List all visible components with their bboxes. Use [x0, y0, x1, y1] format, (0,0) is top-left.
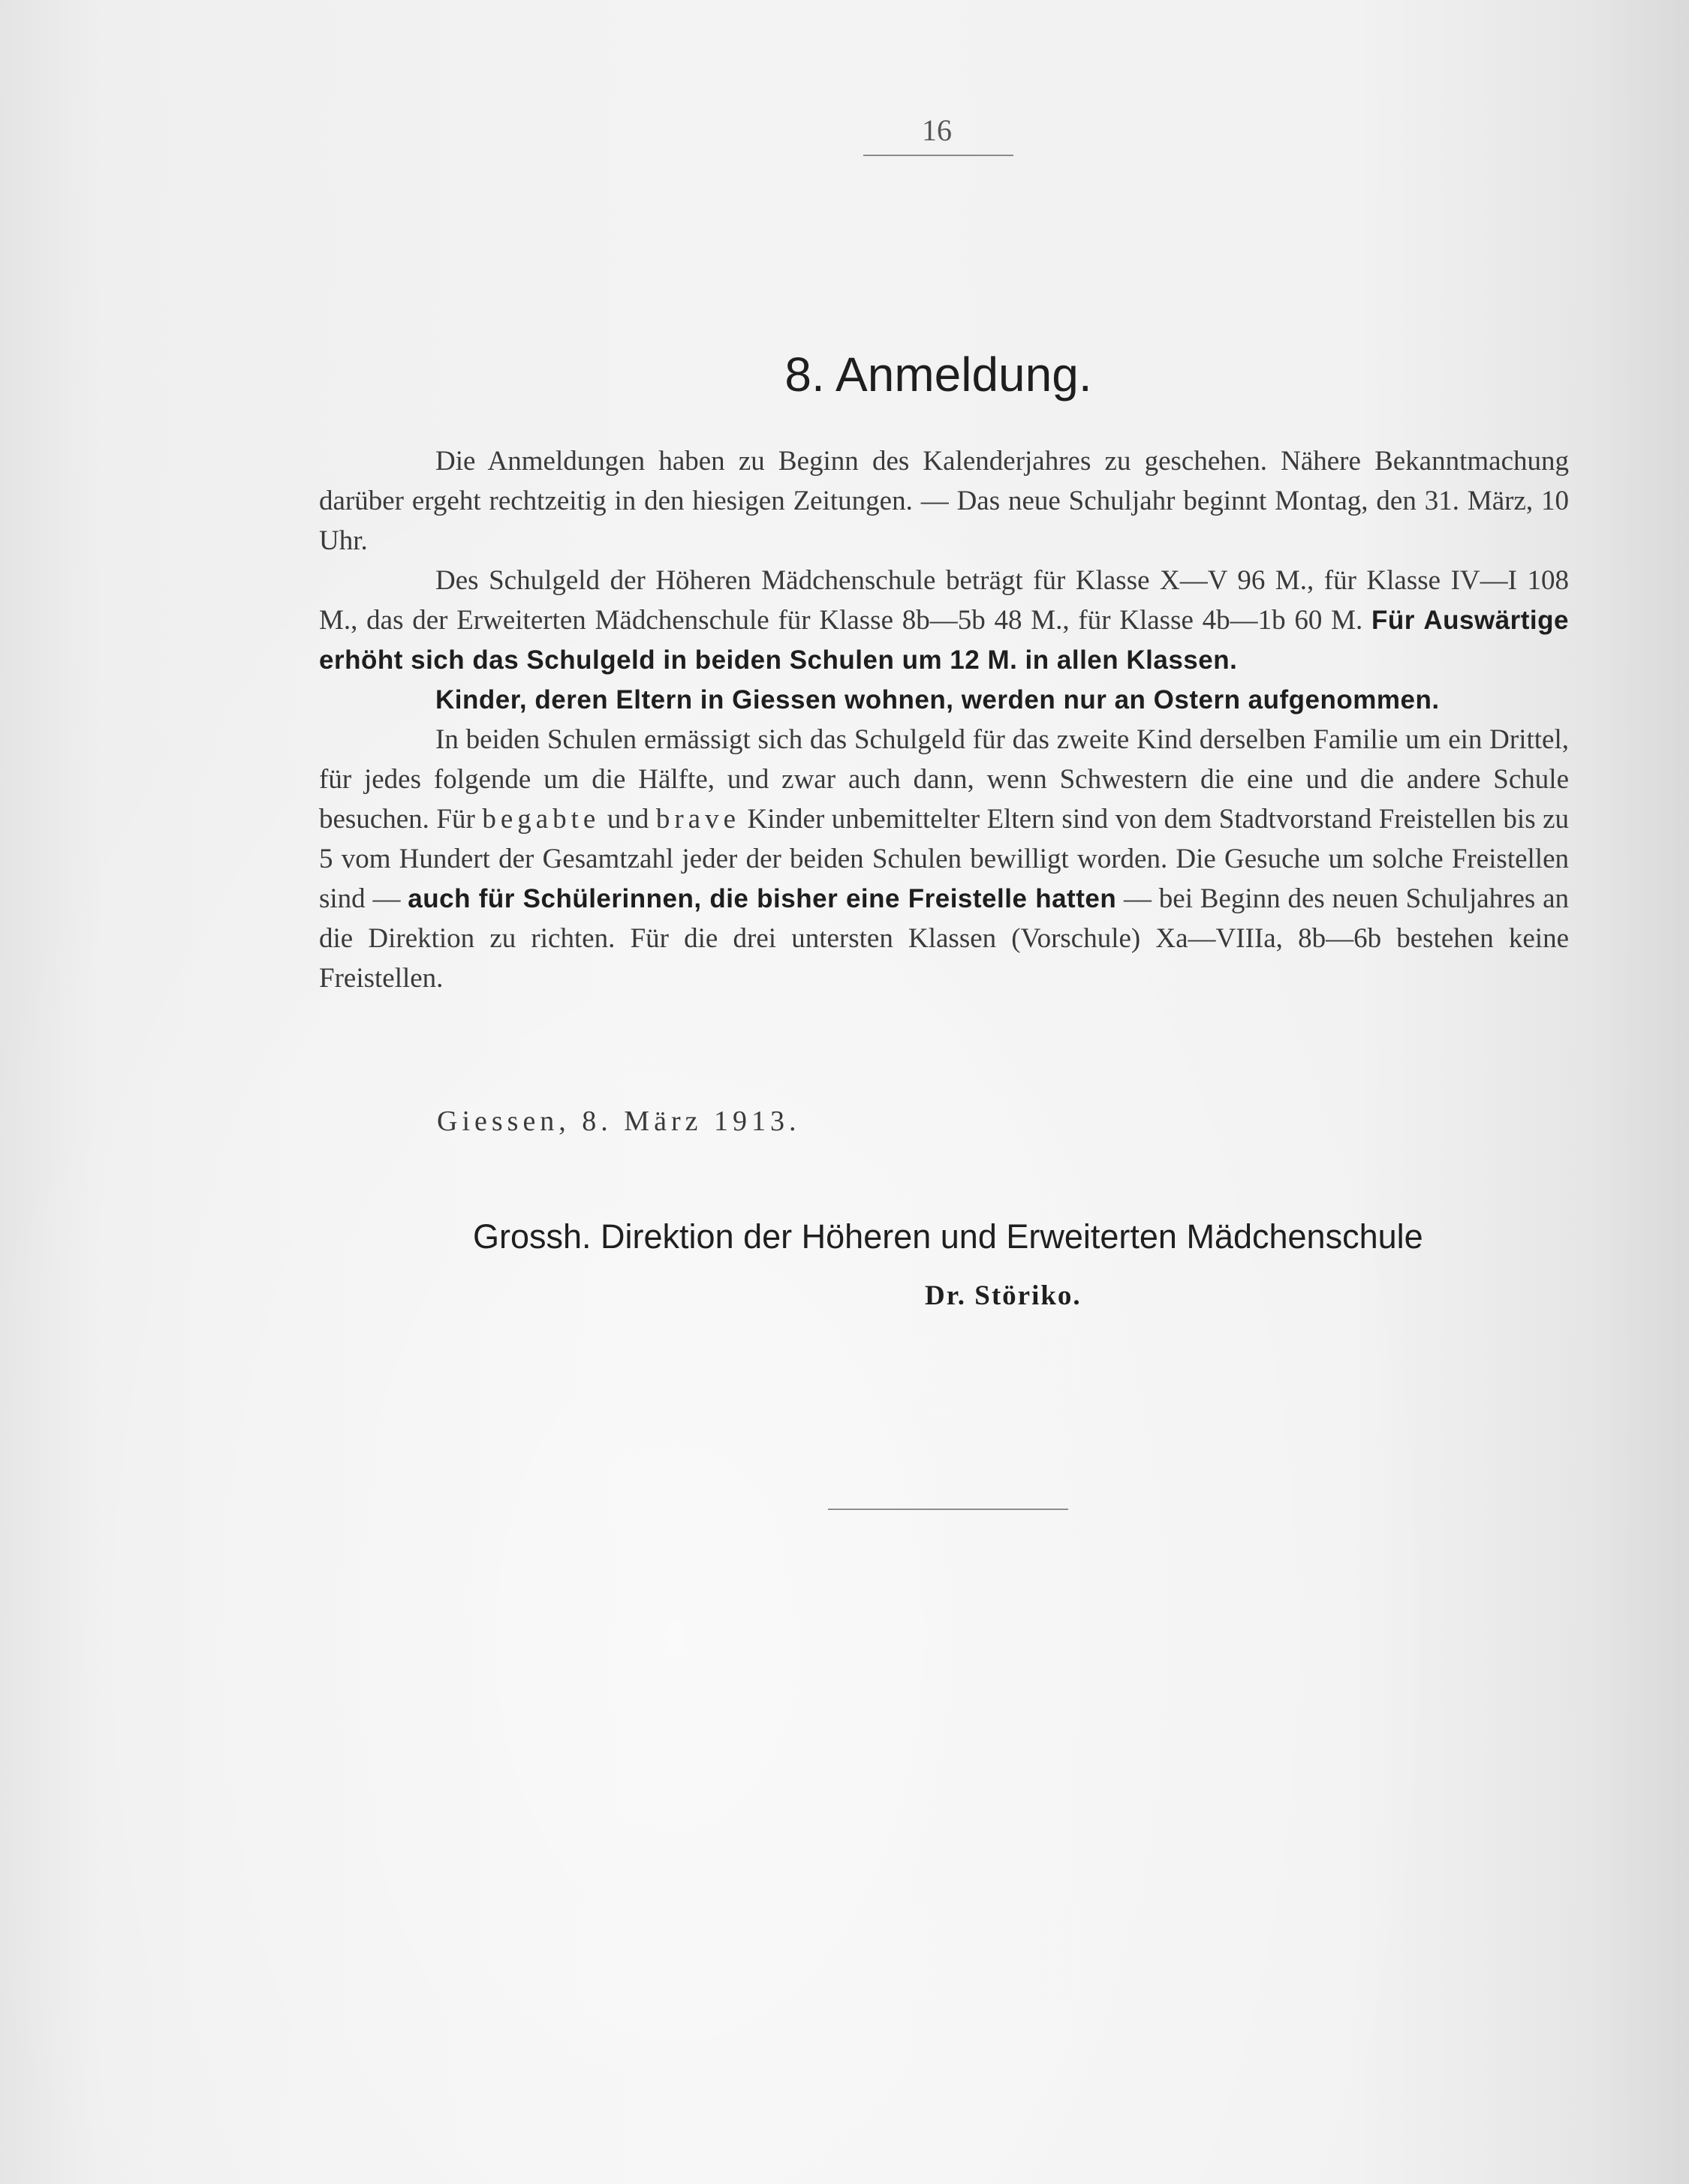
body-text	[319, 441, 1569, 998]
paragraph-reductions	[319, 720, 1569, 998]
paragraph-admission	[319, 680, 1569, 720]
reductions-text-c: — bei Beginn des neuen Schuljahres an die Direktion zu richten. Für die drei untersten Klassen (Vorschule) Xa—VIIIa, 8b—6b bestehen keine Freistellen.	[319, 883, 1570, 994]
school-fees-bold-text: Für Auswärtige erhöht sich das Schulgeld in beiden Schulen um 12 M. in allen Klassen.	[319, 606, 1570, 675]
reductions-spaced-word-1: begabte	[482, 804, 601, 835]
end-rule	[828, 1509, 1068, 1510]
paragraph-registration	[319, 441, 1569, 561]
school-fees-text: Des Schulgeld der Höheren Mädchenschule beträgt für Klasse X—V 96 M., für Klasse IV—I 108 M., das der Erweiterten Mädchenschule für Klasse 8b—5b 48 M., für Klasse 4b—1b 60 M.	[319, 565, 1569, 636]
reductions-text-b: Kinder unbemittelter Eltern sind von dem Stadtvorstand Freistellen bis zu 5 vom Hundert der Gesamtzahl jeder der beiden Schulen bewilligt worden. Die Gesuche um solche Freistellen sind —	[319, 804, 1570, 914]
reductions-spaced-word-2: brave	[655, 804, 741, 835]
paragraph-registration-text: Die Anmeldungen haben zu Beginn des Kalenderjahres zu geschehen. Nähere Bekanntmachung darüber ergeht rechtzeitig in den hiesigen Zeitungen. — Das neue Schuljahr beginnt Montag, den 31. März, 10 Uhr.	[319, 446, 1569, 556]
admission-bold-text: Kinder, deren Eltern in Giessen wohnen, werden nur an Ostern aufgenommen.	[435, 685, 1440, 714]
page-number-rule	[863, 155, 1013, 156]
section-heading: 8. Anmeldung.	[784, 347, 1092, 402]
reductions-bold-text: auch für Schülerinnen, die bisher eine Freistelle hatten	[408, 884, 1117, 913]
signature-organization: Grossh. Direktion der Höheren und Erweiterten Mädchenschule	[473, 1217, 1423, 1256]
reductions-text-a: In beiden Schulen ermässigt sich das Schulgeld für das zweite Kind derselben Familie um ein Drittel, für jedes folgende um die Hälfte, und zwar auch dann, wenn Schwestern die eine und die andere Schule besuchen. Für	[319, 724, 1569, 835]
signature-name: Dr. Störiko.	[925, 1280, 1082, 1311]
paragraph-school-fees	[319, 561, 1569, 680]
date-line: Giessen, 8. März 1913.	[437, 1106, 801, 1137]
reductions-and: und	[607, 804, 649, 835]
page-number: 16	[922, 113, 952, 147]
